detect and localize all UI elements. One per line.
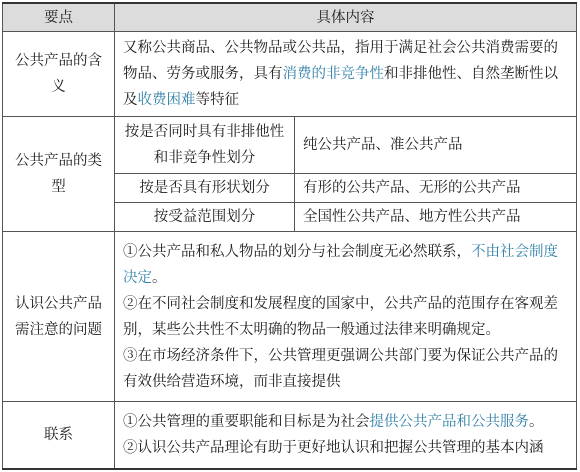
table-row bbox=[3, 402, 577, 469]
link-2: ②认识公共产品理论有助于更好地认识和把握公共管理的基本内涵 bbox=[123, 439, 544, 456]
meaning-content: 又称公共商品、公共物品或公共品，指用于满足社会公共消费需要的物品、劳务或服务，具有消费的非竞争性和非排他性、自然垄断性以及收费困难等特征 bbox=[115, 32, 577, 117]
row-label-link: 联系 bbox=[3, 402, 115, 469]
row-label-notes: 认识公共产品需注意的问题 bbox=[3, 232, 115, 402]
header-details: 具体内容 bbox=[115, 3, 577, 32]
type-result: 有形的公共产品、无形的公共产品 bbox=[295, 174, 577, 203]
note-1: ①公共产品和私人物品的划分与社会制度无必然联系，不由社会制度决定。 bbox=[123, 243, 558, 286]
note-2: ②在不同社会制度和发展程度的国家中，公共产品的范围存在客观差别，某些公共性不太明确的物品一般通过法律来明确规定。 bbox=[123, 295, 558, 338]
link-content bbox=[115, 402, 577, 469]
type-criterion: 按是否同时具有非排他性和非竞争性划分 bbox=[115, 117, 295, 174]
row-label-types: 公共产品的类型 bbox=[3, 117, 115, 232]
type-criterion: 按是否具有形状划分 bbox=[115, 174, 295, 203]
type-result: 全国性公共产品、地方性公共产品 bbox=[295, 203, 577, 232]
notes-content bbox=[115, 232, 577, 402]
note-3: ③在市场经济条件下，公共管理更强调公共部门要为保证公共产品的有效供给营造环境，而非直接提供 bbox=[123, 347, 558, 390]
header-key-points: 要点 bbox=[3, 3, 115, 32]
highlight-non-rivalry: 消费的非竞争性 bbox=[282, 66, 384, 82]
header-row bbox=[3, 3, 577, 32]
table-row bbox=[3, 232, 577, 402]
type-result: 纯公共产品、准公共产品 bbox=[295, 117, 577, 174]
link-1: ①公共管理的重要职能和目标是为社会提供公共产品和公共服务。 bbox=[123, 413, 544, 430]
table-row bbox=[3, 32, 577, 117]
highlight-charging-difficulty: 收费困难 bbox=[137, 92, 196, 108]
highlight-provide-services: 提供公共产品和公共服务 bbox=[369, 413, 529, 430]
content-table bbox=[2, 2, 577, 470]
highlight-not-determined: 不由社会制度决定 bbox=[123, 243, 558, 286]
table-row bbox=[3, 117, 577, 174]
row-label-meaning: 公共产品的含义 bbox=[3, 32, 115, 117]
type-criterion: 按受益范围划分 bbox=[115, 203, 295, 232]
